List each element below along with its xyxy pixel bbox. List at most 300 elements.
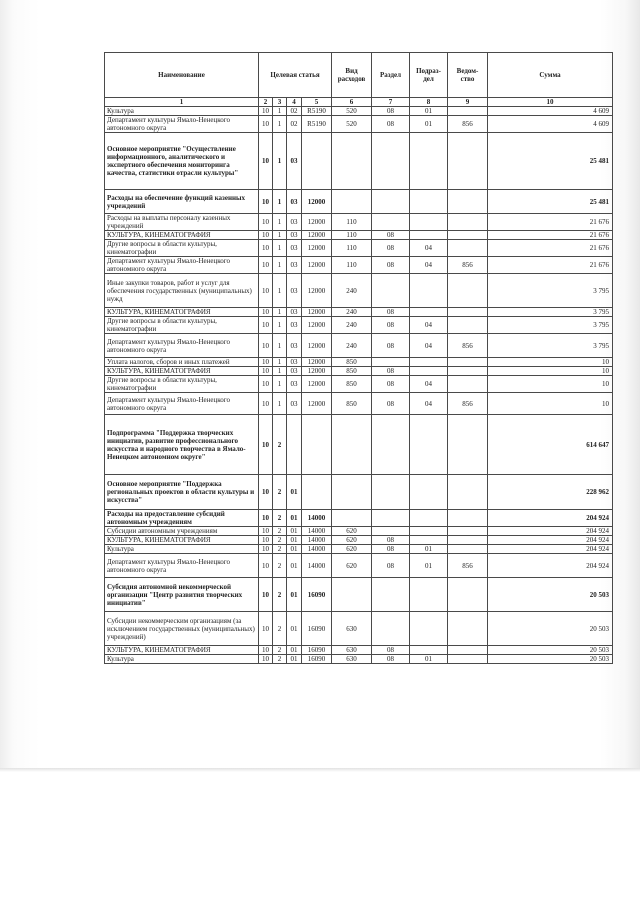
table-row (105, 116, 613, 133)
vedomstvo-cell: 856 (448, 257, 488, 274)
summa-cell: 3 795 (488, 308, 613, 317)
code-program-cell: 10 (259, 133, 273, 190)
code-direction-cell: 12000 (302, 376, 332, 393)
colnum: 7 (372, 98, 410, 107)
vedomstvo-cell: 856 (448, 116, 488, 133)
vid-rashodov-cell (332, 133, 372, 190)
vid-rashodov-cell: 520 (332, 107, 372, 116)
row-name-cell: Основное мероприятие "Поддержка региональных проектов в области культуры и искусства" (105, 475, 259, 510)
summa-cell: 228 962 (488, 475, 613, 510)
code-program-cell: 10 (259, 334, 273, 358)
razdel-cell: 08 (372, 240, 410, 257)
code-subprogram-cell: 1 (273, 393, 287, 415)
code-event-cell: 03 (287, 308, 302, 317)
vid-rashodov-cell: 620 (332, 527, 372, 536)
code-subprogram-cell: 2 (273, 545, 287, 554)
razdel-cell (372, 214, 410, 231)
table-row (105, 317, 613, 334)
vid-rashodov-cell: 110 (332, 231, 372, 240)
podrazdel-cell (410, 578, 448, 612)
table-row (105, 107, 613, 116)
razdel-cell: 08 (372, 107, 410, 116)
table-row (105, 308, 613, 317)
code-direction-cell: 14000 (302, 554, 332, 578)
row-name-cell: Расходы на предоставление субсидий автономным учреждениям (105, 510, 259, 527)
razdel-cell (372, 190, 410, 214)
code-subprogram-cell: 1 (273, 367, 287, 376)
code-event-cell: 03 (287, 274, 302, 308)
code-direction-cell: 12000 (302, 214, 332, 231)
table-row (105, 190, 613, 214)
summa-cell: 20 503 (488, 612, 613, 646)
vedomstvo-cell (448, 240, 488, 257)
row-name-cell: КУЛЬТУРА, КИНЕМАТОГРАФИЯ (105, 646, 259, 655)
summa-cell: 10 (488, 393, 613, 415)
colnum: 9 (448, 98, 488, 107)
row-name-cell: Культура (105, 655, 259, 664)
vid-rashodov-cell (332, 415, 372, 475)
razdel-cell (372, 578, 410, 612)
vid-rashodov-cell: 240 (332, 317, 372, 334)
code-direction-cell: 12000 (302, 393, 332, 415)
vedomstvo-cell (448, 612, 488, 646)
table-row (105, 475, 613, 510)
code-subprogram-cell: 2 (273, 612, 287, 646)
vedomstvo-cell (448, 107, 488, 116)
summa-cell: 614 647 (488, 415, 613, 475)
vid-rashodov-cell: 520 (332, 116, 372, 133)
vid-rashodov-cell: 620 (332, 545, 372, 554)
table-row (105, 274, 613, 308)
page-edge (0, 768, 640, 772)
razdel-cell (372, 358, 410, 367)
vedomstvo-cell (448, 133, 488, 190)
code-direction-cell: 12000 (302, 317, 332, 334)
podrazdel-cell (410, 214, 448, 231)
table-row (105, 367, 613, 376)
razdel-cell: 08 (372, 257, 410, 274)
vedomstvo-cell (448, 317, 488, 334)
code-subprogram-cell: 2 (273, 578, 287, 612)
podrazdel-cell: 04 (410, 317, 448, 334)
code-event-cell: 03 (287, 358, 302, 367)
podrazdel-cell (410, 190, 448, 214)
code-event-cell (287, 415, 302, 475)
code-direction-cell: 16090 (302, 646, 332, 655)
summa-cell: 10 (488, 367, 613, 376)
table-row (105, 231, 613, 240)
code-subprogram-cell: 2 (273, 554, 287, 578)
vid-rashodov-cell: 850 (332, 376, 372, 393)
podrazdel-cell (410, 367, 448, 376)
code-subprogram-cell: 1 (273, 107, 287, 116)
colnum: 4 (287, 98, 302, 107)
header-vedomstvo: Ведом-ство (448, 53, 488, 98)
vid-rashodov-cell: 240 (332, 274, 372, 308)
table-row (105, 536, 613, 545)
code-program-cell: 10 (259, 554, 273, 578)
vedomstvo-cell (448, 510, 488, 527)
vedomstvo-cell (448, 527, 488, 536)
vedomstvo-cell (448, 536, 488, 545)
razdel-cell: 08 (372, 116, 410, 133)
vid-rashodov-cell: 850 (332, 393, 372, 415)
code-program-cell: 10 (259, 527, 273, 536)
code-direction-cell: 14000 (302, 545, 332, 554)
vid-rashodov-cell: 850 (332, 358, 372, 367)
podrazdel-cell: 01 (410, 116, 448, 133)
code-program-cell: 10 (259, 240, 273, 257)
code-program-cell: 10 (259, 393, 273, 415)
colnum: 2 (259, 98, 273, 107)
row-name-cell: Субсидия автономной некоммерческой организации "Центр развития творческих инициатив" (105, 578, 259, 612)
summa-cell: 3 795 (488, 317, 613, 334)
summa-cell: 204 924 (488, 554, 613, 578)
code-subprogram-cell: 2 (273, 646, 287, 655)
code-program-cell: 10 (259, 545, 273, 554)
razdel-cell: 08 (372, 545, 410, 554)
vid-rashodov-cell (332, 475, 372, 510)
vid-rashodov-cell: 620 (332, 536, 372, 545)
code-subprogram-cell: 1 (273, 116, 287, 133)
table-row (105, 133, 613, 190)
colnum: 5 (302, 98, 332, 107)
code-direction-cell: 12000 (302, 358, 332, 367)
header-row (105, 53, 613, 98)
razdel-cell: 08 (372, 536, 410, 545)
code-event-cell: 03 (287, 317, 302, 334)
row-name-cell: Субсидии автономным учреждениям (105, 527, 259, 536)
vid-rashodov-cell: 630 (332, 646, 372, 655)
podrazdel-cell: 01 (410, 554, 448, 578)
code-subprogram-cell: 2 (273, 655, 287, 664)
razdel-cell (372, 510, 410, 527)
summa-cell: 204 924 (488, 536, 613, 545)
code-program-cell: 10 (259, 578, 273, 612)
budget-table (104, 52, 613, 664)
code-program-cell: 10 (259, 646, 273, 655)
table-row (105, 334, 613, 358)
razdel-cell: 08 (372, 334, 410, 358)
summa-cell: 25 481 (488, 133, 613, 190)
vid-rashodov-cell: 110 (332, 257, 372, 274)
code-program-cell: 10 (259, 655, 273, 664)
code-subprogram-cell: 1 (273, 231, 287, 240)
code-event-cell: 01 (287, 536, 302, 545)
podrazdel-cell: 01 (410, 545, 448, 554)
code-program-cell: 10 (259, 536, 273, 545)
header-name: Наименование (105, 53, 259, 98)
table-row (105, 545, 613, 554)
summa-cell: 21 676 (488, 257, 613, 274)
summa-cell: 21 676 (488, 231, 613, 240)
podrazdel-cell (410, 231, 448, 240)
podrazdel-cell (410, 415, 448, 475)
row-name-cell: Культура (105, 545, 259, 554)
code-subprogram-cell: 1 (273, 358, 287, 367)
summa-cell: 25 481 (488, 190, 613, 214)
header-target: Целевая статья (259, 53, 332, 98)
code-direction-cell: 12000 (302, 274, 332, 308)
vid-rashodov-cell (332, 510, 372, 527)
razdel-cell: 08 (372, 646, 410, 655)
code-program-cell: 10 (259, 274, 273, 308)
razdel-cell (372, 274, 410, 308)
column-number-row (105, 98, 613, 107)
code-subprogram-cell: 1 (273, 190, 287, 214)
table-row (105, 578, 613, 612)
podrazdel-cell: 04 (410, 257, 448, 274)
table-row (105, 655, 613, 664)
code-program-cell: 10 (259, 308, 273, 317)
vedomstvo-cell (448, 358, 488, 367)
colnum: 3 (273, 98, 287, 107)
code-direction-cell: 12000 (302, 231, 332, 240)
code-direction-cell: 16090 (302, 578, 332, 612)
summa-cell: 20 503 (488, 646, 613, 655)
code-program-cell: 10 (259, 475, 273, 510)
razdel-cell: 08 (372, 393, 410, 415)
code-event-cell: 03 (287, 190, 302, 214)
code-event-cell: 03 (287, 214, 302, 231)
code-program-cell: 10 (259, 376, 273, 393)
code-subprogram-cell: 2 (273, 475, 287, 510)
code-event-cell: 01 (287, 510, 302, 527)
podrazdel-cell: 04 (410, 376, 448, 393)
code-event-cell: 01 (287, 475, 302, 510)
summa-cell: 4 609 (488, 107, 613, 116)
vid-rashodov-cell: 630 (332, 655, 372, 664)
summa-cell: 204 924 (488, 510, 613, 527)
code-event-cell: 02 (287, 116, 302, 133)
row-name-cell: Департамент культуры Ямало-Ненецкого автономного округа (105, 257, 259, 274)
table-row (105, 257, 613, 274)
podrazdel-cell (410, 475, 448, 510)
table-row (105, 612, 613, 646)
podrazdel-cell: 04 (410, 240, 448, 257)
vedomstvo-cell (448, 231, 488, 240)
code-program-cell: 10 (259, 358, 273, 367)
code-event-cell: 03 (287, 133, 302, 190)
code-direction-cell: 12000 (302, 308, 332, 317)
code-program-cell: 10 (259, 612, 273, 646)
code-event-cell: 01 (287, 545, 302, 554)
vid-rashodov-cell: 620 (332, 554, 372, 578)
vedomstvo-cell (448, 367, 488, 376)
razdel-cell: 08 (372, 554, 410, 578)
code-program-cell: 10 (259, 107, 273, 116)
razdel-cell (372, 415, 410, 475)
razdel-cell: 08 (372, 231, 410, 240)
code-event-cell: 03 (287, 240, 302, 257)
table-body (105, 107, 613, 664)
code-event-cell: 03 (287, 367, 302, 376)
row-name-cell: Другие вопросы в области культуры, кинематографии (105, 240, 259, 257)
razdel-cell: 08 (372, 308, 410, 317)
vid-rashodov-cell: 630 (332, 612, 372, 646)
table-row (105, 554, 613, 578)
podrazdel-cell (410, 612, 448, 646)
row-name-cell: Другие вопросы в области культуры, кинематографии (105, 376, 259, 393)
vedomstvo-cell: 856 (448, 554, 488, 578)
code-subprogram-cell: 1 (273, 214, 287, 231)
code-event-cell: 01 (287, 646, 302, 655)
row-name-cell: Уплата налогов, сборов и иных платежей (105, 358, 259, 367)
code-event-cell: 01 (287, 655, 302, 664)
header-vid: Вид расходов (332, 53, 372, 98)
code-event-cell: 03 (287, 334, 302, 358)
code-program-cell: 10 (259, 214, 273, 231)
code-subprogram-cell: 1 (273, 317, 287, 334)
vedomstvo-cell (448, 274, 488, 308)
code-event-cell: 01 (287, 527, 302, 536)
podrazdel-cell (410, 274, 448, 308)
row-name-cell: Культура (105, 107, 259, 116)
code-direction-cell (302, 475, 332, 510)
colnum: 8 (410, 98, 448, 107)
razdel-cell: 08 (372, 376, 410, 393)
code-subprogram-cell: 1 (273, 334, 287, 358)
table-row (105, 646, 613, 655)
colnum: 10 (488, 98, 613, 107)
podrazdel-cell (410, 133, 448, 190)
code-direction-cell: R5190 (302, 116, 332, 133)
code-program-cell: 10 (259, 367, 273, 376)
summa-cell: 21 676 (488, 240, 613, 257)
vedomstvo-cell (448, 376, 488, 393)
podrazdel-cell (410, 536, 448, 545)
code-event-cell: 01 (287, 612, 302, 646)
colnum: 1 (105, 98, 259, 107)
code-subprogram-cell: 1 (273, 308, 287, 317)
vedomstvo-cell (448, 190, 488, 214)
code-direction-cell (302, 415, 332, 475)
podrazdel-cell: 01 (410, 655, 448, 664)
colnum: 6 (332, 98, 372, 107)
code-event-cell: 03 (287, 393, 302, 415)
code-program-cell: 10 (259, 415, 273, 475)
code-direction-cell: 14000 (302, 527, 332, 536)
table-row (105, 358, 613, 367)
summa-cell: 21 676 (488, 214, 613, 231)
razdel-cell (372, 133, 410, 190)
code-event-cell: 03 (287, 231, 302, 240)
code-program-cell: 10 (259, 231, 273, 240)
vedomstvo-cell (448, 578, 488, 612)
podrazdel-cell (410, 646, 448, 655)
podrazdel-cell (410, 510, 448, 527)
code-direction-cell: 12000 (302, 257, 332, 274)
summa-cell: 20 503 (488, 578, 613, 612)
razdel-cell: 08 (372, 317, 410, 334)
podrazdel-cell (410, 358, 448, 367)
row-name-cell: Другие вопросы в области культуры, кинематографии (105, 317, 259, 334)
vedomstvo-cell (448, 475, 488, 510)
code-subprogram-cell: 2 (273, 510, 287, 527)
vid-rashodov-cell: 240 (332, 334, 372, 358)
code-subprogram-cell: 1 (273, 257, 287, 274)
code-direction-cell: 14000 (302, 536, 332, 545)
razdel-cell (372, 527, 410, 536)
code-event-cell: 02 (287, 107, 302, 116)
code-direction-cell: R5190 (302, 107, 332, 116)
table-row (105, 415, 613, 475)
podrazdel-cell: 01 (410, 107, 448, 116)
row-name-cell: Департамент культуры Ямало-Ненецкого автономного округа (105, 334, 259, 358)
vid-rashodov-cell (332, 578, 372, 612)
vid-rashodov-cell: 240 (332, 308, 372, 317)
vedomstvo-cell (448, 415, 488, 475)
row-name-cell: Департамент культуры Ямало-Ненецкого автономного округа (105, 393, 259, 415)
summa-cell: 4 609 (488, 116, 613, 133)
row-name-cell: КУЛЬТУРА, КИНЕМАТОГРАФИЯ (105, 367, 259, 376)
row-name-cell: Расходы на выплаты персоналу казенных учреждений (105, 214, 259, 231)
podrazdel-cell: 04 (410, 334, 448, 358)
razdel-cell (372, 612, 410, 646)
code-subprogram-cell: 1 (273, 240, 287, 257)
header-razdel: Раздел (372, 53, 410, 98)
code-subprogram-cell: 1 (273, 274, 287, 308)
header-summa: Сумма (488, 53, 613, 98)
razdel-cell: 08 (372, 367, 410, 376)
code-subprogram-cell: 1 (273, 133, 287, 190)
code-direction-cell: 16090 (302, 655, 332, 664)
vedomstvo-cell (448, 545, 488, 554)
code-subprogram-cell: 1 (273, 376, 287, 393)
code-program-cell: 10 (259, 257, 273, 274)
code-program-cell: 10 (259, 190, 273, 214)
code-subprogram-cell: 2 (273, 527, 287, 536)
summa-cell: 10 (488, 376, 613, 393)
vedomstvo-cell: 856 (448, 334, 488, 358)
row-name-cell: Расходы на обеспечение функций казенных учреждений (105, 190, 259, 214)
header-podrazdel: Подраз-дел (410, 53, 448, 98)
vedomstvo-cell (448, 214, 488, 231)
summa-cell: 204 924 (488, 545, 613, 554)
vid-rashodov-cell: 110 (332, 240, 372, 257)
row-name-cell: КУЛЬТУРА, КИНЕМАТОГРАФИЯ (105, 308, 259, 317)
vedomstvo-cell (448, 308, 488, 317)
razdel-cell: 08 (372, 655, 410, 664)
code-event-cell: 01 (287, 554, 302, 578)
row-name-cell: КУЛЬТУРА, КИНЕМАТОГРАФИЯ (105, 231, 259, 240)
row-name-cell: Подпрограмма "Поддержка творческих инициатив, развитие профессионального искусства и народного творчества в Ямало-Ненецком автономном округе" (105, 415, 259, 475)
vid-rashodov-cell: 850 (332, 367, 372, 376)
row-name-cell: Основное мероприятие "Осуществление информационного, аналитического и экспертного обеспечения мониторинга качества, статистики отрасли культуры" (105, 133, 259, 190)
podrazdel-cell (410, 308, 448, 317)
code-event-cell: 03 (287, 376, 302, 393)
code-subprogram-cell: 2 (273, 415, 287, 475)
summa-cell: 20 503 (488, 655, 613, 664)
table-row (105, 214, 613, 231)
table-row (105, 240, 613, 257)
vid-rashodov-cell (332, 190, 372, 214)
row-name-cell: Департамент культуры Ямало-Ненецкого автономного округа (105, 116, 259, 133)
row-name-cell: Иные закупки товаров, работ и услуг для обеспечения государственных (муниципальных) нужд (105, 274, 259, 308)
code-subprogram-cell: 2 (273, 536, 287, 545)
code-direction-cell: 12000 (302, 240, 332, 257)
summa-cell: 204 924 (488, 527, 613, 536)
code-event-cell: 03 (287, 257, 302, 274)
table-row (105, 393, 613, 415)
row-name-cell: КУЛЬТУРА, КИНЕМАТОГРАФИЯ (105, 536, 259, 545)
code-direction-cell: 14000 (302, 510, 332, 527)
summa-cell: 3 795 (488, 334, 613, 358)
vid-rashodov-cell: 110 (332, 214, 372, 231)
code-direction-cell: 16090 (302, 612, 332, 646)
vedomstvo-cell (448, 646, 488, 655)
code-program-cell: 10 (259, 317, 273, 334)
